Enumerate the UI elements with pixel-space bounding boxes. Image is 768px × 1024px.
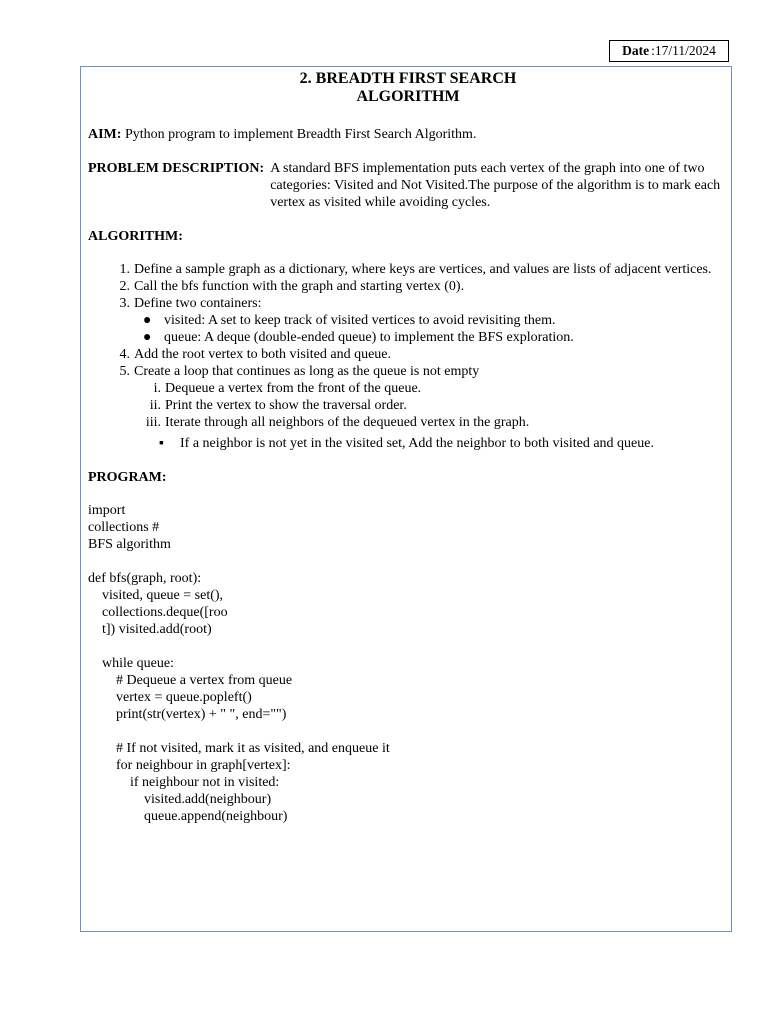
step-number: 4. [119,347,130,362]
date-value: :17/11/2024 [651,43,716,58]
code-line: for neighbour in graph[vertex]: [88,758,291,773]
aim-text: Python program to implement Breadth First Search Algorithm. [121,127,477,142]
bullet-icon: ● [143,330,152,345]
square-bullet-icon: ▪ [159,436,164,451]
algorithm-steps [88,261,728,452]
step-text: Add the root vertex to both visited and queue. [134,347,391,362]
algorithm-step [88,363,728,380]
code-line: t]) visited.add(root) [88,622,212,637]
algorithm-step [88,295,728,312]
program-code [88,502,728,825]
document-content [88,70,728,825]
container-text: queue: A deque (double-ended queue) to implement the BFS exploration. [164,330,574,345]
container-text: visited: A set to keep track of visited vertices to avoid revisiting them. [164,313,556,328]
problem-description-section [88,160,728,211]
algorithm-step [88,278,728,295]
step-text: Create a loop that continues as long as the queue is not empty [134,364,480,379]
title-line-1: 2. BREADTH FIRST SEARCH [299,70,517,87]
code-line: while queue: [88,656,174,671]
code-line: def bfs(graph, root): [88,571,202,586]
code-line [88,723,728,740]
step-number: 3. [119,296,130,311]
algorithm-heading: ALGORITHM: [88,229,183,244]
code-line: print(str(vertex) + " ", end="") [88,707,287,722]
loop-step-text: Dequeue a vertex from the front of the queue. [165,381,422,396]
code-line: visited.add(neighbour) [88,792,272,807]
code-line: BFS algorithm [88,537,171,552]
bullet-icon: ● [143,313,152,328]
code-line: import [88,503,126,518]
problem-description-label: PROBLEM DESCRIPTION: [88,161,265,176]
code-line: vertex = queue.popleft() [88,690,252,705]
step-number: 1. [119,262,130,277]
code-line: # Dequeue a vertex from queue [88,673,293,688]
algorithm-step [88,261,728,278]
title-line-2: ALGORITHM [356,88,460,105]
loop-step-text: Iterate through all neighbors of the dequeued vertex in the graph. [165,415,530,430]
code-line: collections # [88,520,160,535]
loop-step-number: iii. [145,415,161,430]
loop-step-number: ii. [149,398,161,413]
container-item [88,312,728,329]
step-text: Define two containers: [134,296,262,311]
loop-step-text: Print the vertex to show the traversal order. [165,398,407,413]
code-line: if neighbour not in visited: [88,775,280,790]
loop-step-number: i. [153,381,161,396]
code-line: visited, queue = set(), [88,588,224,603]
step-number: 5. [119,364,130,379]
code-line: queue.append(neighbour) [88,809,288,824]
algorithm-step [88,346,728,363]
neighbor-rule-item [88,435,728,452]
containers-list [88,312,728,346]
loop-step [88,397,728,414]
aim-label: AIM: [88,127,122,142]
code-line [88,638,728,655]
loop-step [88,380,728,397]
container-item [88,329,728,346]
problem-description-text: A standard BFS implementation puts each vertex of the graph into one of two categories: Visited and Not Visited.The purpose of the algorithm is to mark each vertex as visited while avoiding cycles. [270,161,721,210]
code-line [88,553,728,570]
step-text: Define a sample graph as a dictionary, where keys are vertices, and values are lists of adjacent vertices. [134,262,712,277]
date-box [609,40,729,62]
date-label: Date [622,43,650,58]
neighbor-rule-text: If a neighbor is not yet in the visited set, Add the neighbor to both visited and queue. [180,436,654,451]
step-number: 2. [119,279,130,294]
loop-step [88,414,728,431]
aim-section [88,126,728,143]
loop-steps-list [88,380,728,431]
program-heading: PROGRAM: [88,470,167,485]
code-line: # If not visited, mark it as visited, and enqueue it [88,741,390,756]
step-text: Call the bfs function with the graph and starting vertex (0). [134,279,465,294]
code-line: collections.deque([roo [88,605,228,620]
